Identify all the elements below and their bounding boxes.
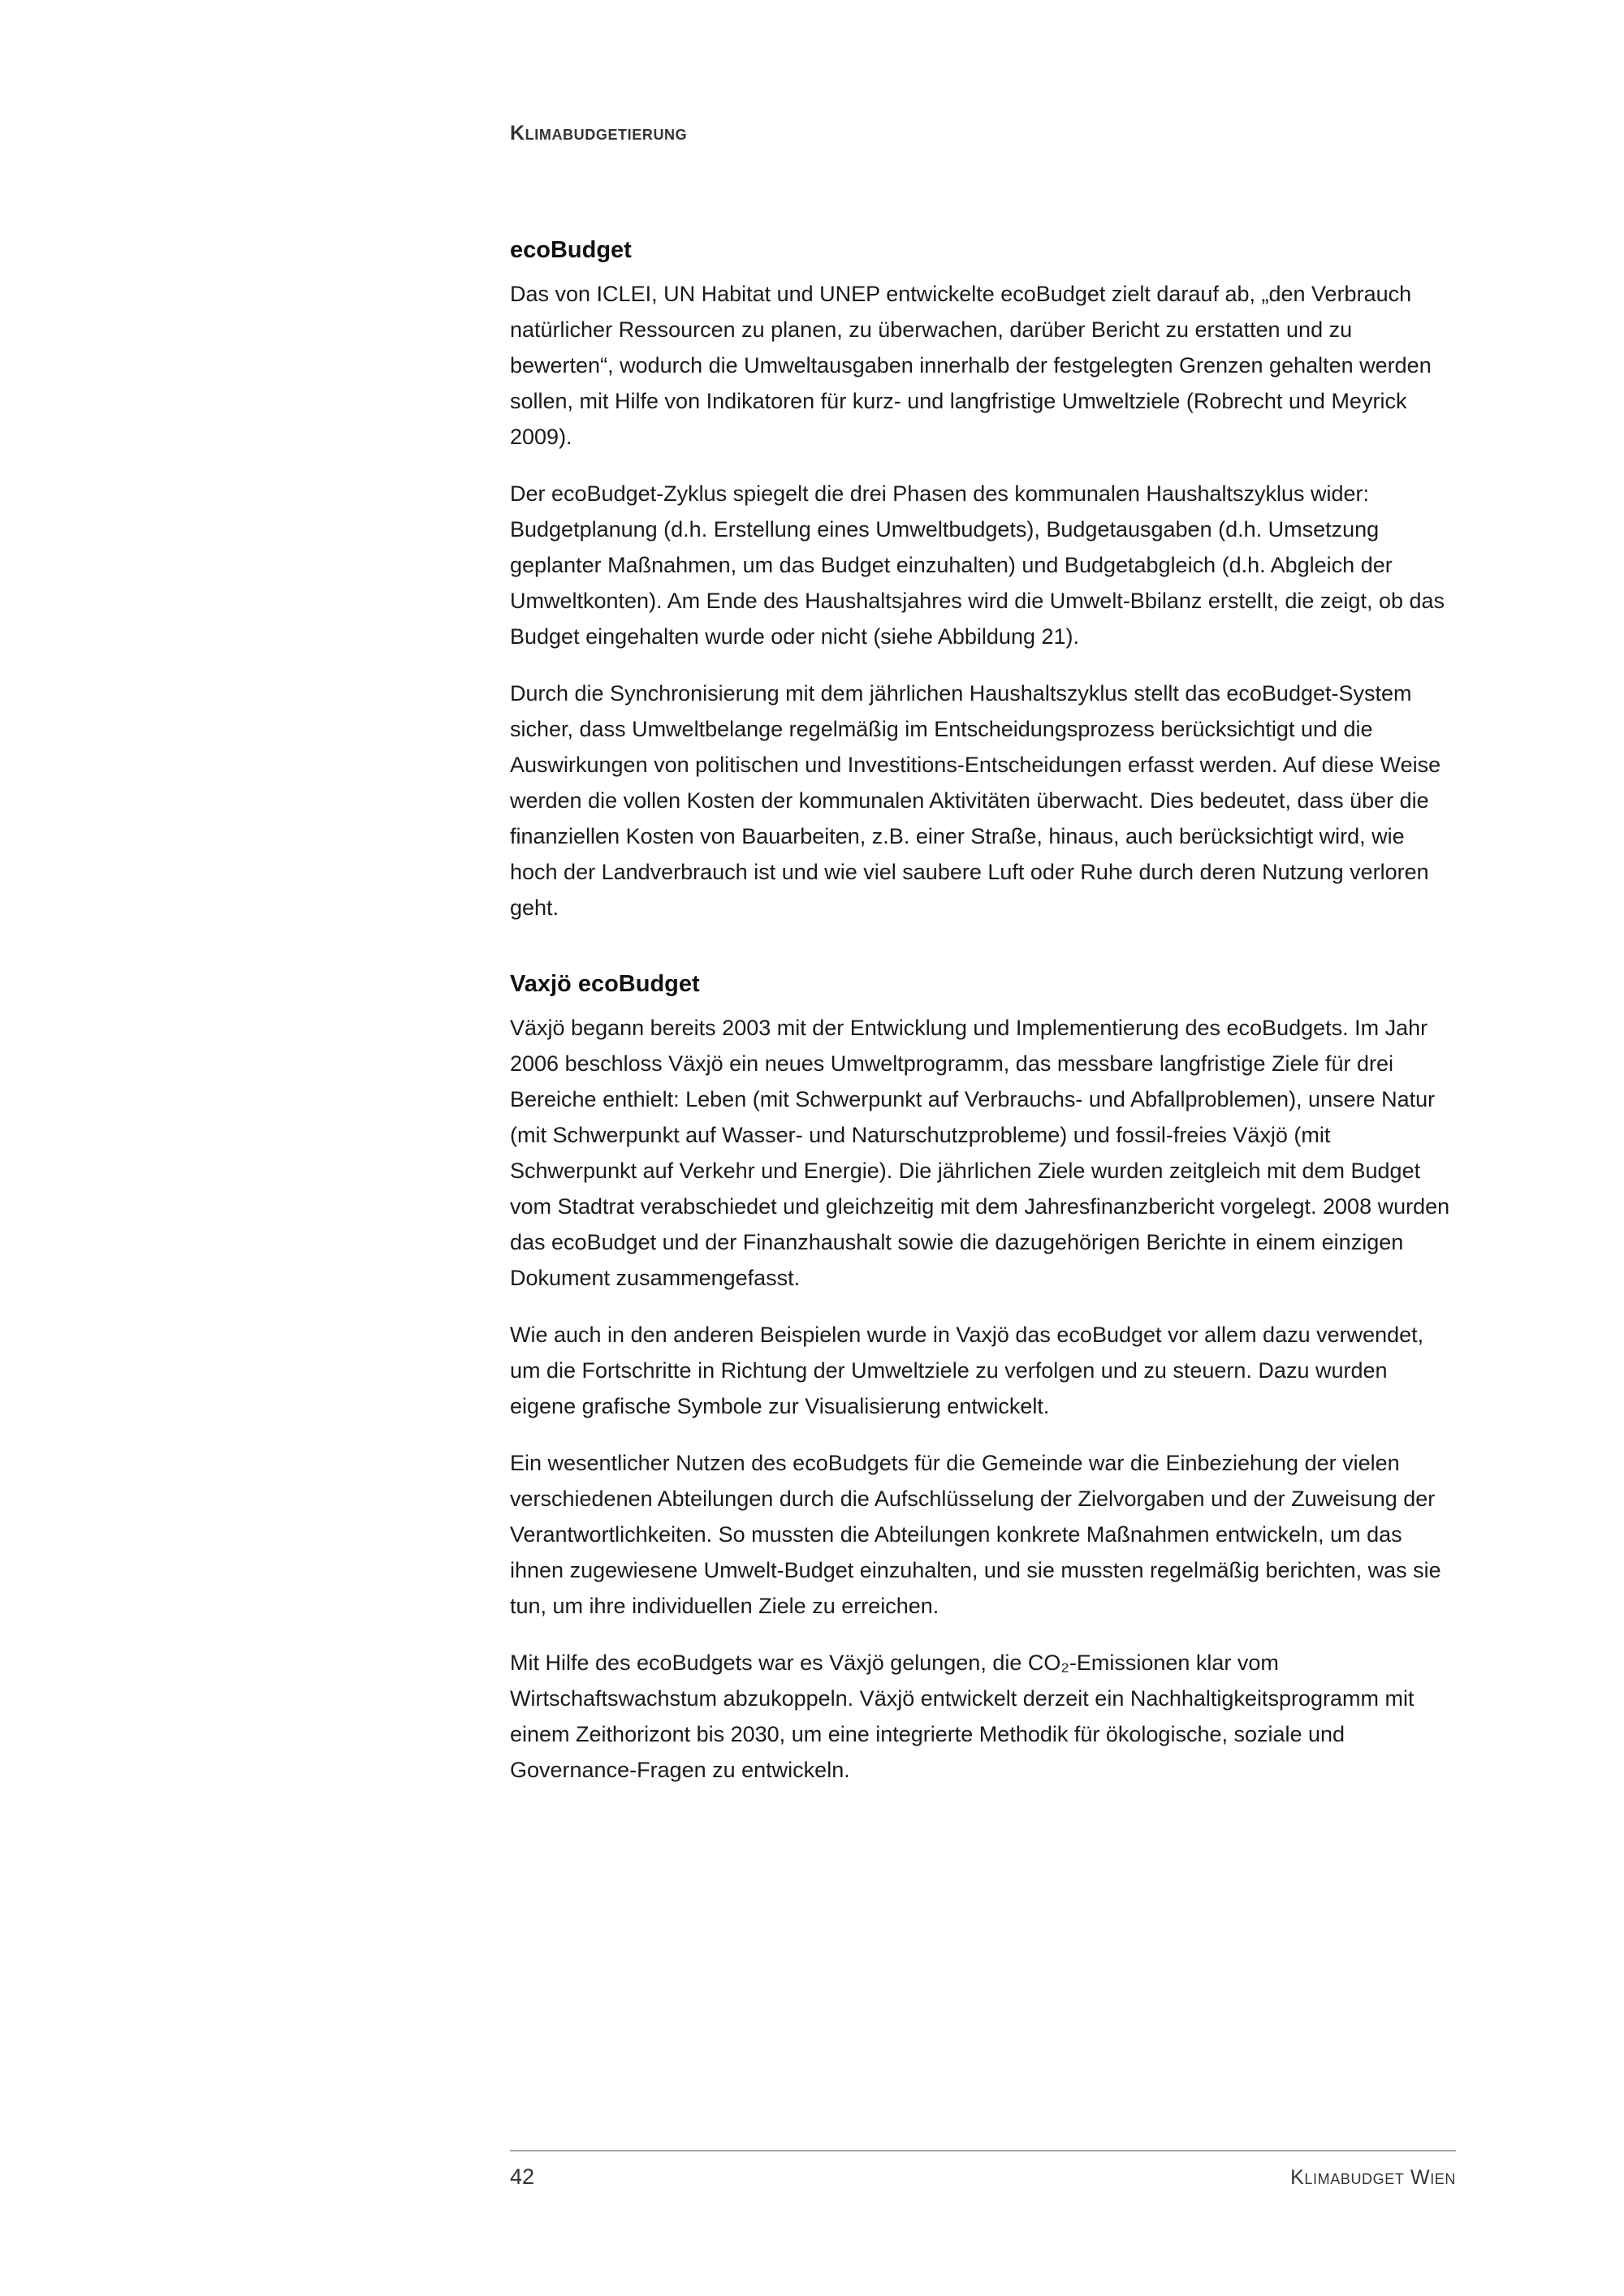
section-heading: ecoBudget [510,237,632,263]
paragraph: Wie auch in den anderen Beispielen wurde in Vaxjö das ecoBudget vor allem dazu verwendet, um die Fortschritte in Richtung der Umweltziele zu verfolgen und zu steuern. Dazu wurden eigene grafische Symbole zur Visualisierung entwickelt. [510,1323,1424,1418]
section-heading: Vaxjö ecoBudget [510,971,700,997]
section-ecobudget [510,234,1456,926]
page-number: 42 [510,2164,535,2189]
paragraph: Durch die Synchronisierung mit dem jährlichen Haushaltszyklus stellt das ecoBudget-System sicher, dass Umweltbelange regelmäßig im Entscheidungsprozess berücksichtigt und die Auswirkungen von politischen und Investitions-Entscheidungen erfasst werden. Auf diese Weise werden die vollen Kosten der kommunalen Aktivitäten überwacht. Dies bedeutet, dass über die finanziellen Kosten von Bauarbeiten, z.B. einer Straße, hinaus, auch berücksichtigt wird, wie hoch der Landverbrauch ist und wie viel saubere Luft oder Ruhe durch deren Nutzung verloren geht. [510,681,1441,920]
running-footer: Klimabudget Wien [1290,2166,1456,2189]
page-footer [510,2150,1456,2190]
paragraph: Ein wesentlicher Nutzen des ecoBudgets für die Gemeinde war die Einbeziehung der vielen verschiedenen Abteilungen durch die Aufschlüsselung der Zielvorgaben und der Zuweisung der Verantwortlichkeiten. So mussten die Abteilungen konkrete Maßnahmen entwickeln, um das ihnen zugewiesene Umwelt-Budget einzuhalten, und sie mussten regelmäßig berichten, was sie tun, um ihre individuellen Ziele zu erreichen. [510,1451,1441,1618]
paragraph: Das von ICLEI, UN Habitat und UNEP entwickelte ecoBudget zielt darauf ab, „den Verbrauch natürlicher Ressourcen zu planen, zu überwachen, darüber Bericht zu erstatten und zu bewerten“, wodurch die Umweltausgaben innerhalb der festgelegten Grenzen gehalten werden sollen, mit Hilfe von Indikatoren für kurz- und langfristige Umweltziele (Robrecht und Meyrick 2009). [510,282,1432,449]
page-content [510,234,1456,1788]
section-vaxjo-ecobudget [510,968,1456,1788]
running-header: Klimabudgetierung [510,122,688,145]
paragraph: Växjö begann bereits 2003 mit der Entwicklung und Implementierung des ecoBudgets. Im Jahr 2006 beschloss Växjö ein neues Umweltprogramm, das messbare langfristige Ziele für drei Bereiche enthielt: Leben (mit Schwerpunkt auf Verbrauchs- und Abfallproblemen), unsere Natur (mit Schwerpunkt auf Wasser- und Naturschutzprobleme) und fossil-freies Växjö (mit Schwerpunkt auf Verkehr und Energie). Die jährlichen Ziele wurden zeitgleich mit dem Budget vom Stadtrat verabschiedet und gleichzeitig mit dem Jahresfinanzbericht vorgelegt. 2008 wurden das ecoBudget und der Finanzhaushalt sowie die dazugehörigen Berichte in einem einzigen Dokument zusammengefasst. [510,1016,1450,1290]
paragraph: Mit Hilfe des ecoBudgets war es Växjö gelungen, die CO₂-Emissionen klar vom Wirtschaftswachstum abzukoppeln. Växjö entwickelt derzeit ein Nachhaltigkeitsprogramm mit einem Zeithorizont bis 2030, um eine integrierte Methodik für ökologische, soziale und Governance-Fragen zu entwickeln. [510,1651,1415,1782]
paragraph: Der ecoBudget-Zyklus spiegelt die drei Phasen des kommunalen Haushaltszyklus wider: Budgetplanung (d.h. Erstellung eines Umweltbudgets), Budgetausgaben (d.h. Umsetzung geplanter Maßnahmen, um das Budget einzuhalten) und Budgetabgleich (d.h. Abgleich der Umweltkonten). Am Ende des Haushaltsjahres wird die Umwelt-Bbilanz erstellt, die zeigt, ob das Budget eingehalten wurde oder nicht (siehe Abbildung 21). [510,481,1445,649]
